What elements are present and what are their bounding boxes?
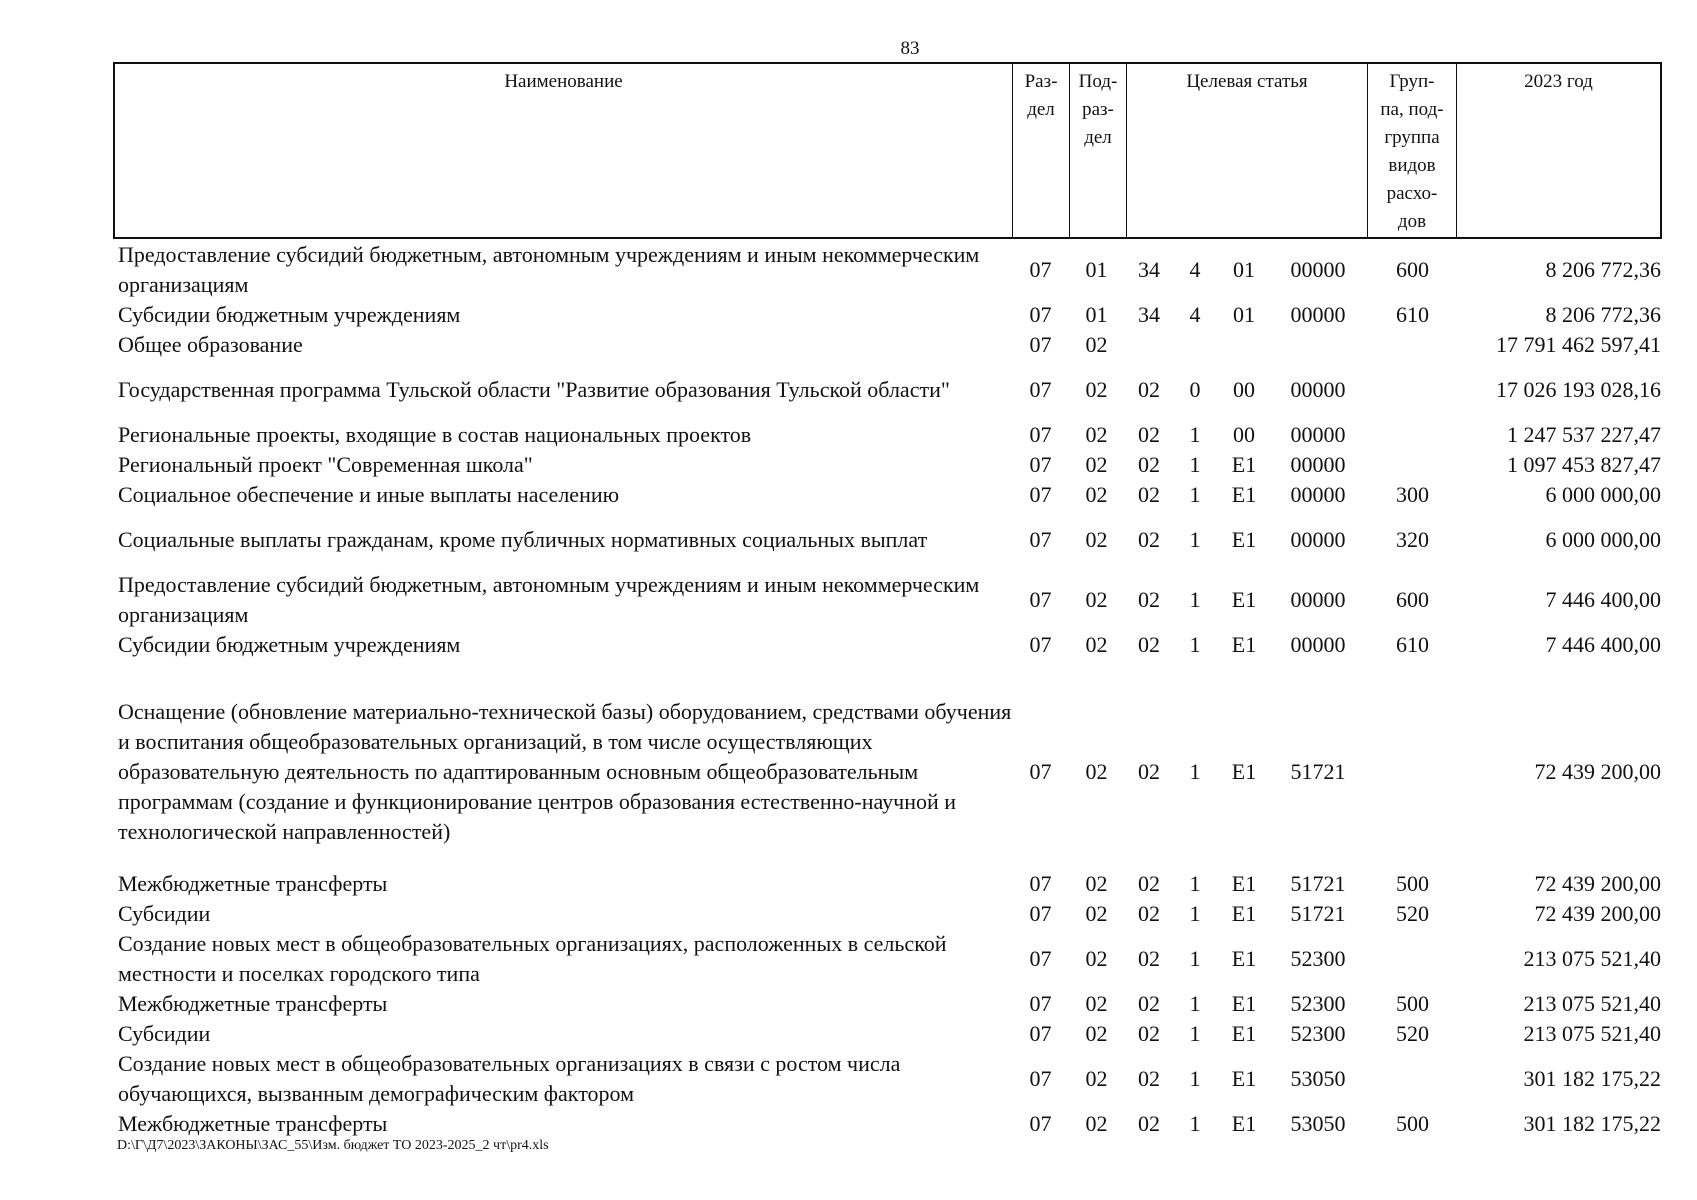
row-cs-event: E1 <box>1231 1021 1257 1046</box>
row-podrazdel: 02 <box>1085 871 1108 896</box>
table-row <box>113 674 1673 869</box>
table-row <box>113 899 1673 929</box>
row-cs-subprogram: 1 <box>1189 1111 1201 1136</box>
table-row <box>113 1109 1673 1139</box>
row-amount: 213 075 521,40 <box>1523 946 1661 971</box>
row-cs-direction: 53050 <box>1290 1111 1346 1136</box>
row-vid-rashodov: 500 <box>1396 991 1429 1016</box>
header-podrazdel: Под- раз- дел <box>1070 64 1127 237</box>
row-cs-event: E1 <box>1231 991 1257 1016</box>
row-cs-program: 02 <box>1138 871 1160 896</box>
row-razdel: 07 <box>1029 946 1052 971</box>
row-podrazdel: 02 <box>1085 452 1108 477</box>
row-cs-direction: 00000 <box>1290 257 1346 282</box>
row-podrazdel: 02 <box>1085 946 1108 971</box>
row-cs-program: 02 <box>1138 1066 1160 1091</box>
row-amount: 8 206 772,36 <box>1545 302 1661 327</box>
row-cs-direction: 00000 <box>1290 302 1346 327</box>
row-cs-program: 02 <box>1138 587 1160 612</box>
row-razdel: 07 <box>1029 1021 1052 1046</box>
row-podrazdel: 02 <box>1085 482 1108 507</box>
row-podrazdel: 02 <box>1085 901 1108 926</box>
row-cs-event: E1 <box>1231 946 1257 971</box>
row-podrazdel: 02 <box>1085 1111 1108 1136</box>
row-cs-event: E1 <box>1231 482 1257 507</box>
row-amount: 72 439 200,00 <box>1534 758 1661 784</box>
row-amount: 213 075 521,40 <box>1523 1021 1661 1046</box>
row-razdel: 07 <box>1029 257 1052 282</box>
row-podrazdel: 02 <box>1085 1021 1108 1046</box>
row-razdel: 07 <box>1029 871 1052 896</box>
row-podrazdel: 02 <box>1085 632 1108 657</box>
row-podrazdel: 02 <box>1085 527 1108 552</box>
row-podrazdel: 02 <box>1085 991 1108 1016</box>
row-razdel: 07 <box>1029 377 1052 402</box>
row-cs-subprogram: 0 <box>1189 377 1201 402</box>
row-razdel: 07 <box>1029 452 1052 477</box>
row-name: Создание новых мест в общеобразовательных организациях, расположенных в сельской местности и поселках городского типа <box>118 931 947 986</box>
row-cs-subprogram: 1 <box>1189 1066 1201 1091</box>
page-number: 83 <box>900 38 920 59</box>
row-name: Межбюджетные трансферты <box>118 991 388 1016</box>
row-podrazdel: 02 <box>1085 332 1108 357</box>
row-cs-event: 01 <box>1233 302 1255 327</box>
row-name: Общее образование <box>118 332 303 357</box>
row-cs-event: E1 <box>1231 758 1257 784</box>
row-cs-program: 34 <box>1138 257 1160 282</box>
header-celevaya-statya: Целевая статья <box>1127 64 1368 237</box>
table-row <box>113 869 1673 899</box>
row-podrazdel: 01 <box>1085 257 1108 282</box>
row-vid-rashodov: 610 <box>1396 302 1429 327</box>
row-cs-subprogram: 1 <box>1189 422 1201 447</box>
row-amount: 17 026 193 028,16 <box>1496 377 1661 402</box>
row-cs-subprogram: 1 <box>1189 871 1201 896</box>
row-cs-event: E1 <box>1231 527 1257 552</box>
row-cs-direction: 52300 <box>1290 946 1346 971</box>
row-cs-subprogram: 4 <box>1189 302 1201 327</box>
row-podrazdel: 02 <box>1085 377 1108 402</box>
row-vid-rashodov: 300 <box>1396 482 1429 507</box>
row-amount: 1 097 453 827,47 <box>1507 452 1661 477</box>
row-cs-event: 00 <box>1233 377 1255 402</box>
row-name: Социальное обеспечение и иные выплаты населению <box>118 482 620 507</box>
table-body <box>113 240 1673 1139</box>
table-row <box>113 420 1673 450</box>
table-row <box>113 360 1673 420</box>
row-amount: 8 206 772,36 <box>1545 257 1661 282</box>
row-razdel: 07 <box>1029 1066 1052 1091</box>
row-cs-subprogram: 1 <box>1189 632 1201 657</box>
row-amount: 301 182 175,22 <box>1523 1111 1661 1136</box>
table-row <box>113 450 1673 480</box>
table-row <box>113 330 1673 360</box>
row-vid-rashodov: 600 <box>1396 587 1429 612</box>
row-cs-program: 02 <box>1138 482 1160 507</box>
row-cs-program: 02 <box>1138 1021 1160 1046</box>
row-cs-subprogram: 1 <box>1189 527 1201 552</box>
row-amount: 301 182 175,22 <box>1523 1066 1661 1091</box>
row-vid-rashodov: 500 <box>1396 871 1429 896</box>
row-podrazdel: 02 <box>1085 422 1108 447</box>
footer-file-path: D:\Г\Д7\2023\ЗАКОНЫ\ЗАС_55\Изм. бюджет ТО 2023-2025_2 чт\pr4.xls <box>117 1138 549 1153</box>
row-cs-direction: 51721 <box>1290 901 1346 926</box>
row-cs-program: 02 <box>1138 452 1160 477</box>
row-razdel: 07 <box>1029 332 1052 357</box>
row-cs-program: 34 <box>1138 302 1160 327</box>
table-row <box>113 1019 1673 1049</box>
row-vid-rashodov: 520 <box>1396 1021 1429 1046</box>
row-name: Оснащение (обновление материально-технической базы) оборудованием, средствами обучения и воспитания общеобразовательных организаций, в том числе осуществляющих образовательную деятельность по адаптированным основным общеобразовательным программам (создание и функционирование центров образования естественно-научной и технологической направленностей) <box>118 698 1012 844</box>
row-name: Социальные выплаты гражданам, кроме публичных нормативных социальных выплат <box>118 527 928 552</box>
row-cs-direction: 53050 <box>1290 1066 1346 1091</box>
row-razdel: 07 <box>1029 632 1052 657</box>
row-vid-rashodov: 600 <box>1396 257 1429 282</box>
row-vid-rashodov: 610 <box>1396 632 1429 657</box>
row-cs-direction: 00000 <box>1290 422 1346 447</box>
row-name: Межбюджетные трансферты <box>118 1111 388 1136</box>
row-amount: 7 446 400,00 <box>1545 587 1661 612</box>
header-name: Наименование <box>115 64 1013 237</box>
row-cs-direction: 52300 <box>1290 1021 1346 1046</box>
table-row <box>113 929 1673 989</box>
table-header <box>113 62 1662 239</box>
table-row <box>113 240 1673 300</box>
row-cs-direction: 00000 <box>1290 587 1346 612</box>
row-amount: 72 439 200,00 <box>1534 901 1661 926</box>
row-razdel: 07 <box>1029 991 1052 1016</box>
row-cs-subprogram: 1 <box>1189 452 1201 477</box>
row-razdel: 07 <box>1029 302 1052 327</box>
row-cs-event: E1 <box>1231 1066 1257 1091</box>
row-cs-event: E1 <box>1231 1111 1257 1136</box>
header-gruppa-vidov-rashodov: Груп- па, под- группа видов расхо- дов <box>1368 64 1457 237</box>
row-name: Субсидии бюджетным учреждениям <box>118 302 461 327</box>
row-name: Субсидии <box>118 901 211 926</box>
row-name: Субсидии <box>118 1021 211 1046</box>
row-vid-rashodov: 500 <box>1396 1111 1429 1136</box>
row-vid-rashodov: 320 <box>1396 527 1429 552</box>
row-cs-direction: 52300 <box>1290 991 1346 1016</box>
header-razdel: Раз- дел <box>1013 64 1070 237</box>
row-cs-program: 02 <box>1138 422 1160 447</box>
row-podrazdel: 02 <box>1085 1066 1108 1091</box>
row-amount: 72 439 200,00 <box>1534 871 1661 896</box>
row-cs-subprogram: 1 <box>1189 482 1201 507</box>
row-cs-direction: 51721 <box>1290 758 1346 784</box>
row-cs-program: 02 <box>1138 758 1160 784</box>
row-podrazdel: 01 <box>1085 302 1108 327</box>
row-cs-subprogram: 4 <box>1189 257 1201 282</box>
row-amount: 1 247 537 227,47 <box>1507 422 1661 447</box>
row-cs-subprogram: 1 <box>1189 758 1201 784</box>
row-name: Субсидии бюджетным учреждениям <box>118 632 461 657</box>
row-cs-program: 02 <box>1138 632 1160 657</box>
row-cs-subprogram: 1 <box>1189 991 1201 1016</box>
row-cs-subprogram: 1 <box>1189 901 1201 926</box>
row-cs-event: E1 <box>1231 632 1257 657</box>
row-cs-direction: 00000 <box>1290 452 1346 477</box>
row-razdel: 07 <box>1029 527 1052 552</box>
table-row <box>113 1049 1673 1109</box>
row-cs-program: 02 <box>1138 377 1160 402</box>
row-cs-direction: 00000 <box>1290 632 1346 657</box>
row-name: Предоставление субсидий бюджетным, автономным учреждениям и иным некоммерческим организациям <box>118 572 980 627</box>
row-cs-event: E1 <box>1231 587 1257 612</box>
header-year: 2023 год <box>1524 71 1593 92</box>
row-vid-rashodov: 520 <box>1396 901 1429 926</box>
row-name: Создание новых мест в общеобразовательных организациях в связи с ростом числа обучающихся, вызванным демографическим фактором <box>118 1051 901 1106</box>
row-razdel: 07 <box>1029 758 1052 784</box>
row-podrazdel: 02 <box>1085 758 1108 784</box>
row-cs-event: E1 <box>1231 901 1257 926</box>
row-cs-event: 00 <box>1233 422 1255 447</box>
row-amount: 6 000 000,00 <box>1545 482 1661 507</box>
row-name: Государственная программа Тульской области "Развитие образования Тульской области" <box>118 377 950 402</box>
row-podrazdel: 02 <box>1085 587 1108 612</box>
row-razdel: 07 <box>1029 1111 1052 1136</box>
row-cs-program: 02 <box>1138 946 1160 971</box>
table-row <box>113 570 1673 630</box>
row-razdel: 07 <box>1029 901 1052 926</box>
row-cs-subprogram: 1 <box>1189 587 1201 612</box>
row-name: Межбюджетные трансферты <box>118 871 388 896</box>
row-cs-direction: 51721 <box>1290 871 1346 896</box>
row-amount: 6 000 000,00 <box>1545 527 1661 552</box>
table-row <box>113 480 1673 510</box>
row-cs-program: 02 <box>1138 527 1160 552</box>
table-row <box>113 989 1673 1019</box>
row-cs-subprogram: 1 <box>1189 946 1201 971</box>
table-row <box>113 510 1673 570</box>
table-row <box>113 300 1673 330</box>
row-razdel: 07 <box>1029 482 1052 507</box>
row-name: Региональные проекты, входящие в состав национальных проектов <box>118 422 752 447</box>
row-cs-direction: 00000 <box>1290 377 1346 402</box>
row-cs-event: 01 <box>1233 257 1255 282</box>
row-cs-program: 02 <box>1138 1111 1160 1136</box>
row-cs-event: E1 <box>1231 871 1257 896</box>
row-amount: 17 791 462 597,41 <box>1496 332 1661 357</box>
row-cs-program: 02 <box>1138 991 1160 1016</box>
row-cs-direction: 00000 <box>1290 527 1346 552</box>
row-amount: 7 446 400,00 <box>1545 632 1661 657</box>
row-razdel: 07 <box>1029 587 1052 612</box>
row-razdel: 07 <box>1029 422 1052 447</box>
row-cs-direction: 00000 <box>1290 482 1346 507</box>
row-amount: 213 075 521,40 <box>1523 991 1661 1016</box>
row-cs-program: 02 <box>1138 901 1160 926</box>
row-name: Предоставление субсидий бюджетным, автономным учреждениям и иным некоммерческим организациям <box>118 242 980 297</box>
row-name: Региональный проект "Современная школа" <box>118 452 533 477</box>
row-cs-event: E1 <box>1231 452 1257 477</box>
table-row <box>113 630 1673 660</box>
row-cs-subprogram: 1 <box>1189 1021 1201 1046</box>
